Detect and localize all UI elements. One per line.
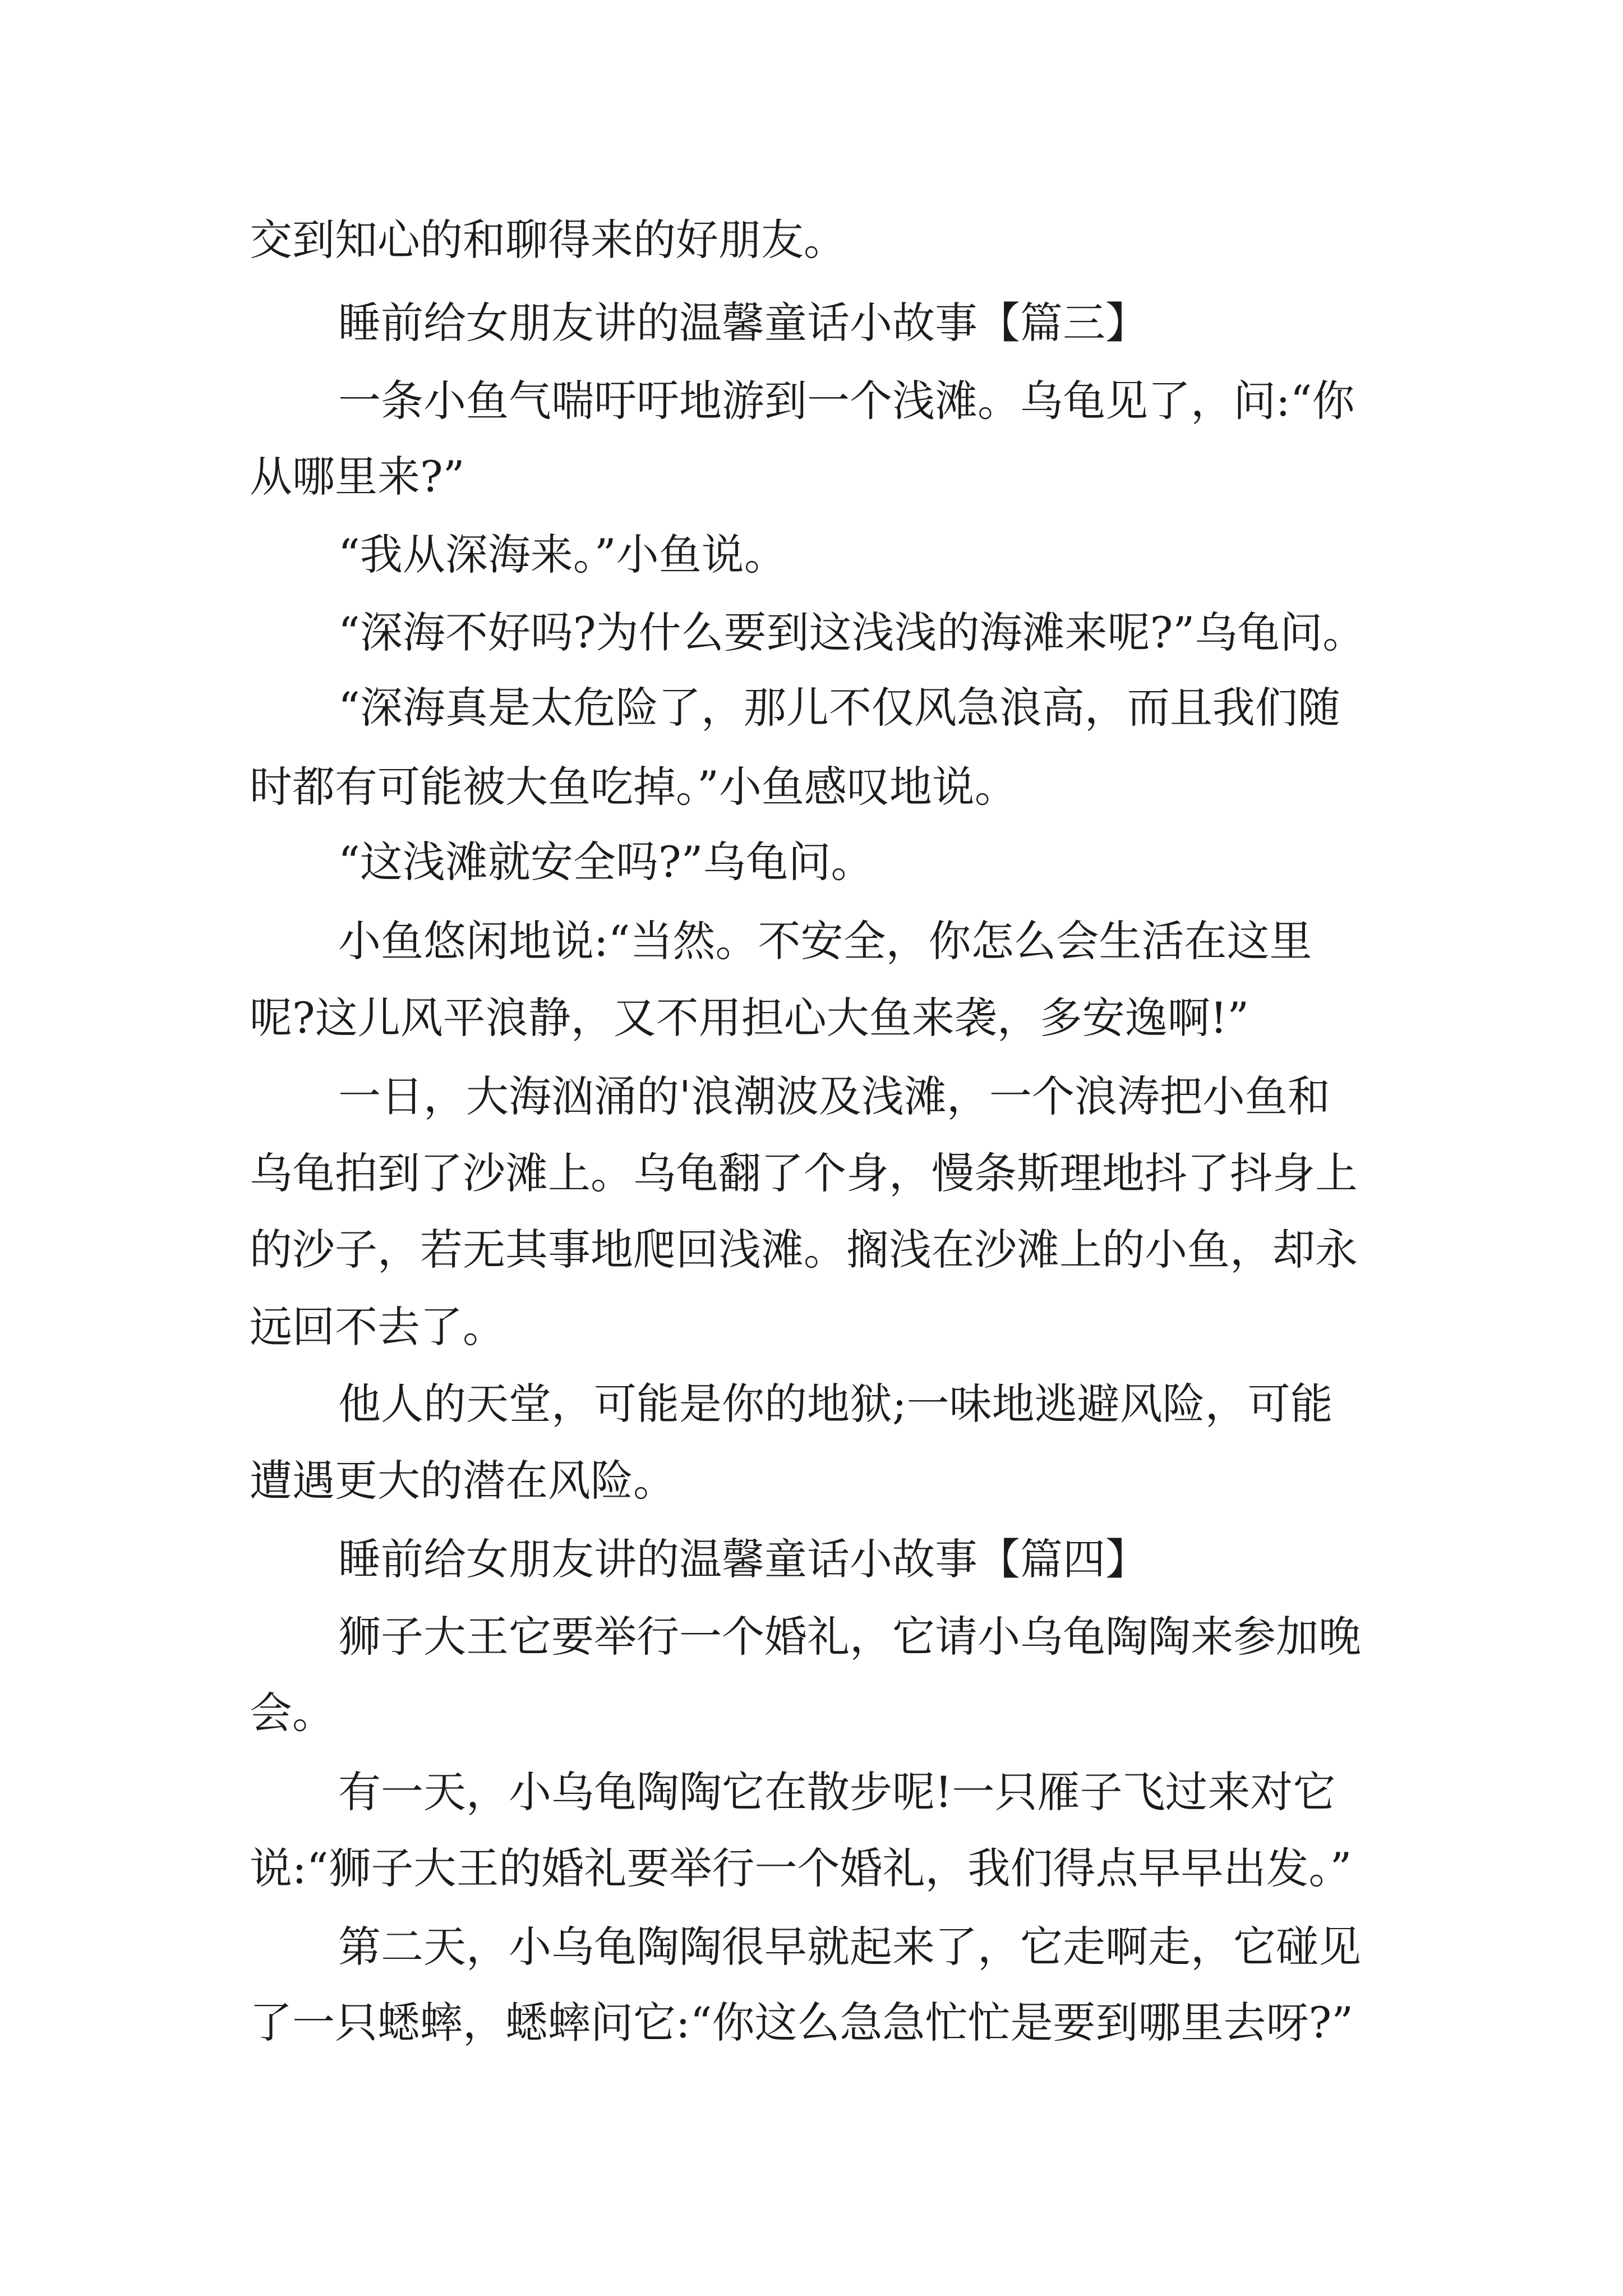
text-line: 远回不去了。 [250, 1302, 505, 1352]
text-line: “深海真是太危险了，那儿不仅风急浪高，而且我们随 [338, 683, 1340, 733]
text-line: 会。 [250, 1688, 335, 1738]
section-heading: 睡前给女朋友讲的温馨童话小故事【篇四】 [338, 1534, 1148, 1584]
text-line: “我从深海来。”小鱼说。 [338, 530, 787, 579]
text-line: 狮子大王它要举行一个婚礼，它请小乌龟陶陶来参加晚 [338, 1612, 1361, 1662]
text-line: 遭遇更大的潜在风险。 [250, 1456, 676, 1506]
text-line: 第二天，小乌龟陶陶很早就起来了，它走啊走，它碰见 [338, 1922, 1361, 1972]
text-line: 了一只蟋蟀，蟋蟀问它:“你这么急急忙忙是要到哪里去呀?” [250, 1998, 1354, 2047]
text-line: “这浅滩就安全吗?”乌龟问。 [338, 837, 874, 887]
text-line: 说:“狮子大王的婚礼要举行一个婚礼，我们得点早早出发。” [250, 1843, 1352, 1893]
text-line: 小鱼悠闲地说:“当然。不安全，你怎么会生活在这里 [338, 916, 1312, 966]
text-line: 乌龟拍到了沙滩上。乌龟翻了个身，慢条斯理地抖了抖身上 [250, 1148, 1358, 1198]
text-line: “深海不好吗?为什么要到这浅浅的海滩来呢?”乌龟问。 [338, 608, 1366, 657]
section-heading: 睡前给女朋友讲的温馨童话小故事【篇三】 [338, 298, 1148, 348]
text-line: 时都有可能被大鱼吃掉。”小鱼感叹地说。 [250, 762, 1017, 812]
text-line: 的沙子，若无其事地爬回浅滩。搁浅在沙滩上的小鱼，却永 [250, 1225, 1358, 1274]
text-line: 一日，大海汹涌的'浪潮波及浅滩，一个浪涛把小鱼和 [338, 1071, 1330, 1121]
text-line: 从哪里来?” [250, 452, 465, 501]
text-line: 交到知心的和聊得来的好朋友。 [250, 215, 846, 265]
text-line: 一条小鱼气喘吁吁地游到一个浅滩。乌龟见了，问:“你 [338, 376, 1355, 426]
text-line: 呢?这儿风平浪静，又不用担心大鱼来袭，多安逸啊!” [250, 993, 1249, 1043]
text-line: 有一天，小乌龟陶陶它在散步呢!一只雁子飞过来对它 [338, 1767, 1336, 1817]
text-line: 他人的天堂，可能是你的地狱;一味地逃避风险，可能 [338, 1379, 1333, 1429]
